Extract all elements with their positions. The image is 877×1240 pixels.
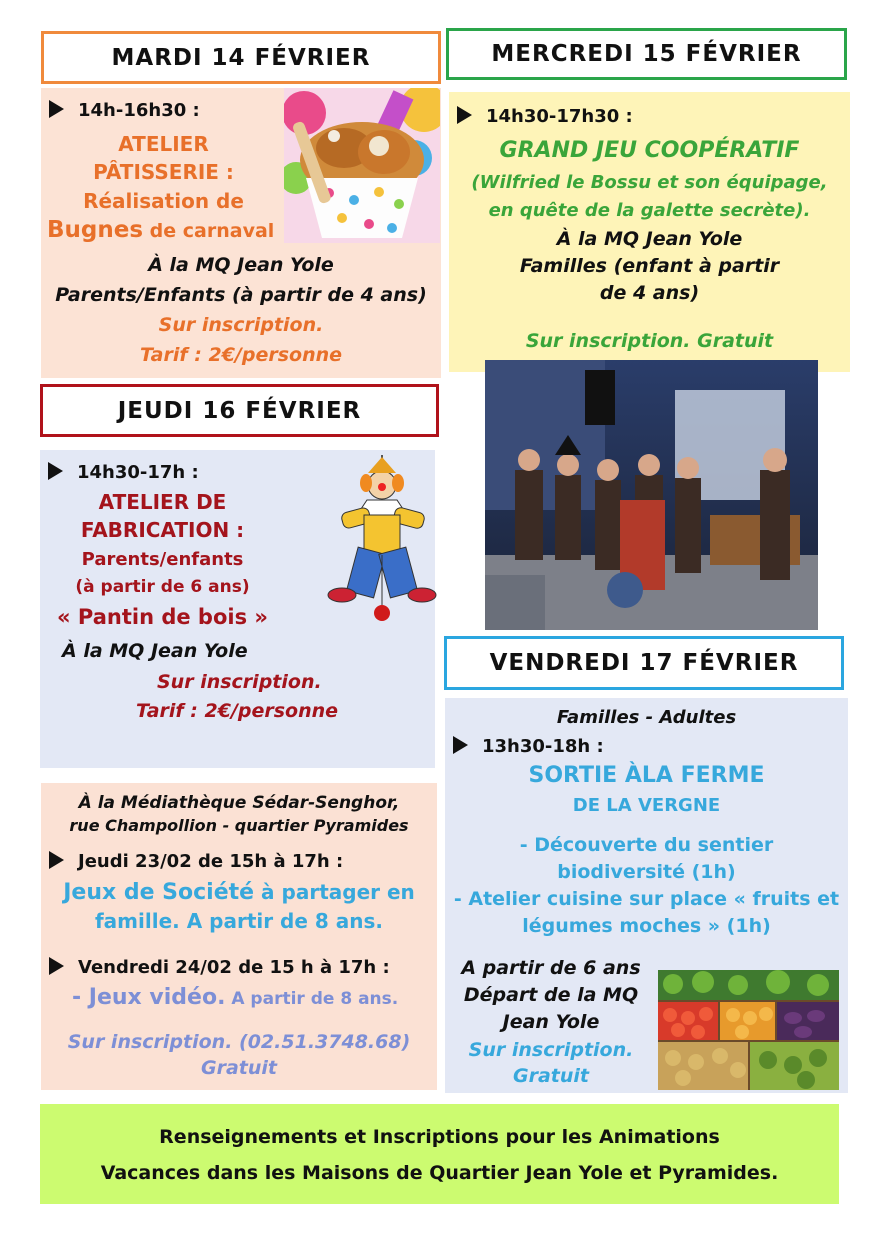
friday-price: Gratuit [513,1065,589,1087]
tuesday-title-2: PÂTISSERIE : [93,160,234,184]
wednesday-title: GRAND JEU COOPÉRATIF [499,138,800,163]
thursday-time: 14h30-17h : [48,462,199,483]
thursday-header [40,384,439,437]
thursday-product: « Pantin de bois » [57,605,268,629]
play-bullet-icon [49,851,64,869]
mediatheque-event2-time: Vendredi 24/02 de 15 h à 17h : [49,957,390,978]
mediatheque-place-2: rue Champollion - quartier Pyramides [69,816,409,835]
mediatheque-event1-line2: famille. A partir de 8 ans. [94,909,384,933]
wednesday-time: 14h30-17h30 : [457,106,633,127]
friday-title: SORTIE ÀLA FERME [528,763,765,788]
vegetable-market-stall-photo [658,970,839,1090]
friday-activity2-2: légumes moches » (1h) [522,915,771,937]
footer-banner [40,1104,839,1204]
play-bullet-icon [49,957,64,975]
friday-header-text: VENDREDI 17 FÉVRIER [489,650,799,676]
friday-time: 13h30-18h : [453,736,604,757]
tuesday-header [41,31,441,84]
play-bullet-icon [49,100,64,118]
tuesday-audience: Parents/Enfants (à partir de 4 ans) [55,284,427,306]
thursday-place: À la MQ Jean Yole [62,640,248,662]
wednesday-header [446,28,847,80]
bugnes-pastry-photo [284,88,440,243]
friday-registration: Sur inscription. [468,1039,634,1061]
wednesday-registration: Sur inscription. Gratuit [525,330,774,352]
mediatheque-event1-time: Jeudi 23/02 de 15h à 17h : [49,851,343,872]
tuesday-title-4: Bugnes de carnaval [47,217,275,243]
mediatheque-registration: Sur inscription. (02.51.3748.68) [67,1031,411,1053]
thursday-registration: Sur inscription. [157,671,322,693]
footer-line-1: Renseignements et Inscriptions pour les Animations [159,1126,720,1148]
thursday-price: Tarif : 2€/personne [136,700,339,722]
friday-activity1-2: biodiversité (1h) [557,861,736,883]
wednesday-sub-2: en quête de la galette secrète). [488,200,811,221]
wednesday-sub-1: (Wilfried le Bossu et son équipage, [471,172,828,193]
mediatheque-event1-title: Jeux de Société à partager en [63,880,415,905]
friday-activity1-1: - Découverte du sentier [519,834,774,856]
thursday-header-text: JEUDI 16 FÉVRIER [117,397,362,424]
tuesday-price: Tarif : 2€/personne [139,344,343,366]
wednesday-place: À la MQ Jean Yole [556,228,743,250]
thursday-title-2: FABRICATION : [80,518,245,542]
wednesday-header-text: MERCREDI 15 FÉVRIER [491,41,802,67]
friday-header [444,636,844,690]
friday-depart-2: Jean Yole [502,1011,600,1033]
mediatheque-panel [41,783,437,1090]
play-bullet-icon [453,736,468,754]
friday-activity2-1: - Atelier cuisine sur place « fruits et [453,888,840,910]
wednesday-audience-2: de 4 ans) [599,282,700,304]
wooden-clown-puppet-illustration [312,455,444,625]
mediatheque-price: Gratuit [201,1057,277,1079]
tuesday-header-text: MARDI 14 FÉVRIER [111,44,371,71]
wednesday-audience-1: Familles (enfant à partir [519,255,780,277]
mediatheque-place-1: À la Médiathèque Sédar-Senghor, [78,793,400,813]
friday-depart-1: Départ de la MQ [463,984,639,1006]
friday-age: A partir de 6 ans [461,957,641,979]
thursday-audience-2: (à partir de 6 ans) [75,577,250,597]
friday-subtitle: DE LA VERGNE [572,795,721,816]
wednesday-panel [449,92,850,372]
tuesday-title-1: ATELIER [118,132,209,156]
thursday-audience-1: Parents/enfants [81,549,244,570]
pirate-game-players-photo [485,360,818,630]
tuesday-time: 14h-16h30 : [49,100,200,121]
friday-audience: Familles - Adultes [556,707,737,728]
tuesday-place: À la MQ Jean Yole [148,254,334,276]
thursday-title-1: ATELIER DE [98,490,227,514]
footer-line-2: Vacances dans les Maisons de Quartier Jean Yole et Pyramides. [100,1162,779,1184]
tuesday-title-3: Réalisation de [83,189,244,213]
mediatheque-event2-title: - Jeux vidéo. A partir de 8 ans. [72,985,399,1010]
play-bullet-icon [48,462,63,480]
play-bullet-icon [457,106,472,124]
tuesday-registration: Sur inscription. [158,314,324,336]
